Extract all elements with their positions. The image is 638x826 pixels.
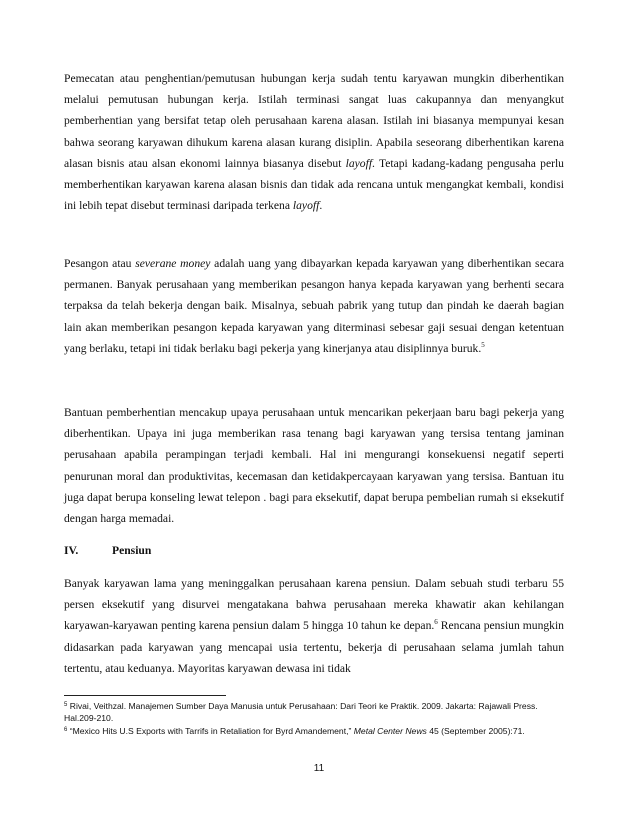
footnote-item (64, 725, 564, 737)
footnotes (64, 700, 564, 737)
footnote-text: 45 (September 2005):71. (426, 725, 525, 736)
paragraph-outplacement: Bantuan pemberhentian mencakup upaya perusahaan untuk mencarikan pekerjaan baru bagi pekerja yang diberhentikan. Upaya ini juga memberikan rasa tenang bagi karyawan yang tersisa tentang jaminan perusahaan apabila perampingan terjadi kembali. Hal ini mengurangi konsekuensi negatif seperti penurunan moral dan produktivitas, kecemasan dan ketidakpercayaan karyawan yang tersisa. Bantuan itu juga dapat berupa konseling lewat telepon . bagi para eksekutif, dapat berupa pembelian rumah si eksekutif dengan harga memadai. (64, 406, 564, 526)
footnote-item (64, 700, 564, 725)
text-run: Rencana pensiun mungkin didasarkan pada karyawan yang mencapai usia tertentu, bekerja di perusahaan selama jumlah tahun tertentu, atau keduanya. Mayoritas karyawan dewasa ini tidak (64, 619, 564, 675)
text-run: . Tetapi kadang-kadang pengusaha perlu memberhentikan karyawan karena alasan bisnis dan tidak ada rencana untuk mengangkat kembali, kondisi ini lebih tepat disebut terminasi daripada terkena (64, 156, 564, 213)
footnote-ref[interactable]: 5 (481, 340, 485, 349)
footnote-text: “Mexico Hits U.S Exports with Tarrifs in Retaliation for Byrd Amandement,” (67, 725, 354, 736)
paragraph-retirement (64, 573, 564, 679)
paragraph-termination (64, 68, 564, 216)
section-heading (64, 543, 151, 559)
italic-term-layoff: layoff (292, 199, 320, 213)
text-run: Pesangon atau (64, 257, 136, 270)
footnote-number: 5 (64, 702, 68, 708)
footnote-text: Rivai, Veithzal. Manajemen Sumber Daya Manusia untuk Perusahaan: Dari Teori ke Praktik. 2009. Jakarta: Rajawali Press. Hal.209-210. (64, 701, 538, 724)
section-number: IV. (64, 544, 79, 557)
paragraph-severance (64, 253, 564, 359)
text-run: Pemecatan atau penghentian/pemutusan hubungan kerja sudah tentu karyawan mungkin diberhentikan melalui pemutusan hubungan kerja. Istilah terminasi sangat luas cakupannya dan menyangkut pemberhentian yang bersifat tetap oleh perusahaan karena alasan. Istilah ini biasanya mempunyai kesan bahwa seorang karyawan dihukum karena alasan kurang disiplin. Apabila seseorang diberhentikan karena alasan bisnis atau alsan ekonomi lainnya biasanya disebut (64, 72, 564, 170)
footnote-divider (64, 695, 226, 696)
text-run: . (319, 199, 323, 213)
footnote-ref[interactable]: 6 (434, 618, 438, 627)
italic-term-severance: severane money (135, 257, 211, 270)
text-run: adalah uang yang dibayarkan kepada karyawan yang diberhentikan secara permanen. Banyak perusahaan yang memberikan pesangon hanya kepada karyawan yang berhenti secara terpaksa da telah bekerja dengan baik. Misalnya, sebuah pabrik yang tutup dan pindah ke daerah bagian lain akan memberikan pesangon kepada karyawan yang diterminasi sebesar gaji sesuai dengan ketentuan yang berlaku, tetapi ini tidak berlaku bagi pekerja yang kinerjanya atau disiplinnya buruk. (64, 257, 565, 355)
footnote-number: 6 (64, 726, 68, 733)
text-run: Banyak karyawan lama yang meninggalkan perusahaan karena pensiun. Dalam sebuah studi terbaru 55 persen eksekutif yang disurvei mengatakana bahwa perusahaan mereka khawatir akan kehilangan karyawan-karyawan penting karena pensiun dalam 5 hingga 10 tahun ke depan. (64, 577, 564, 633)
footnote-journal-title: Metal Center News (353, 725, 427, 736)
italic-term-layoff: layoff (345, 156, 373, 170)
section-title: Pensiun (112, 544, 152, 557)
page-number: 11 (313, 763, 325, 774)
